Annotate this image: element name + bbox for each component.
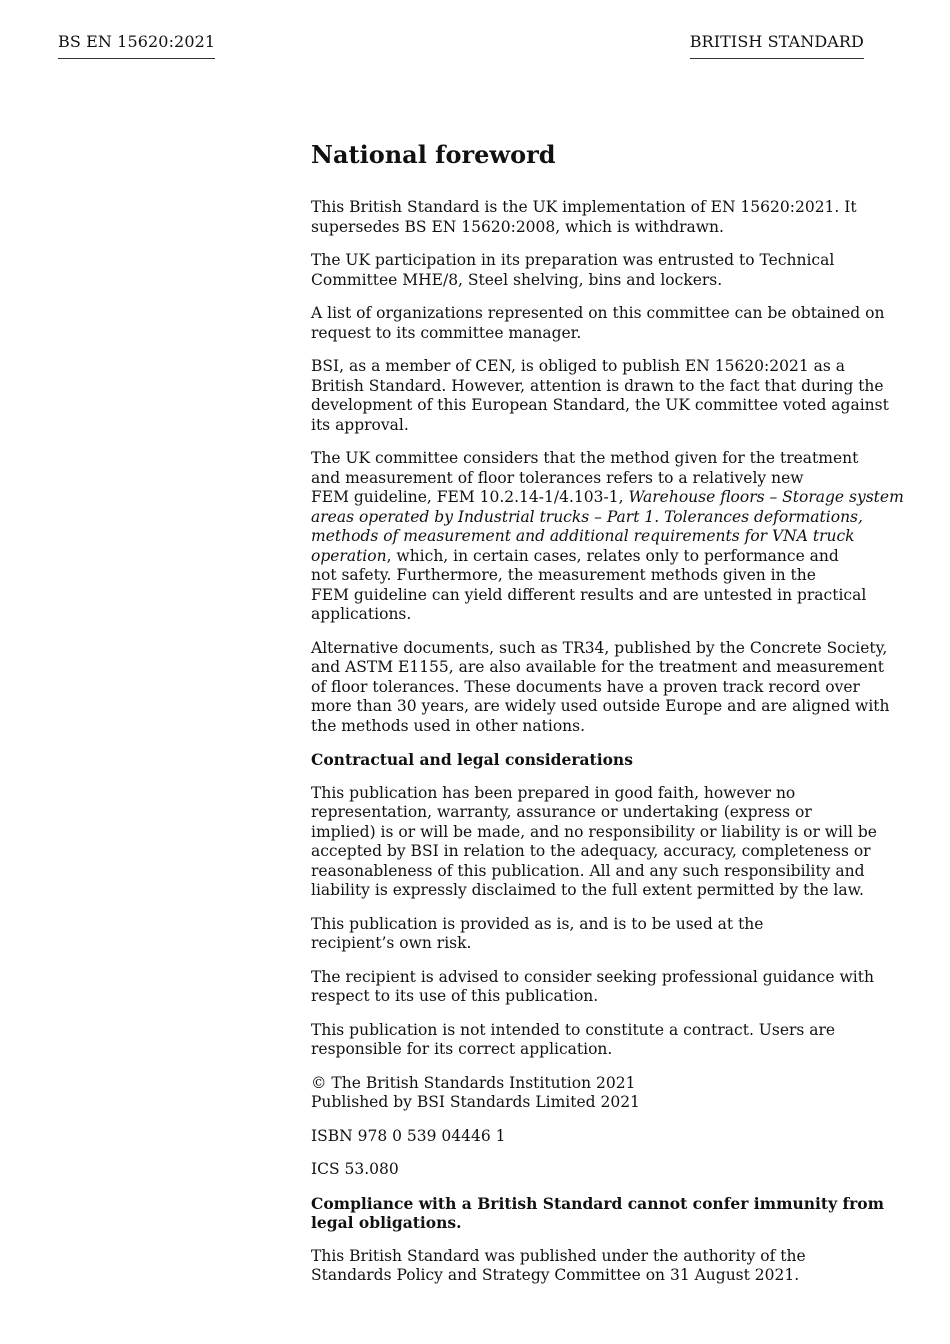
ics-code: ICS 53.080	[311, 1160, 399, 1178]
heading-contractual-legal: Contractual and legal considerations	[311, 750, 633, 769]
paragraph-participation: The UK participation in its preparation was entrusted to Technical Committee MHE/8, Steel shelving, bins and lockers.	[311, 251, 835, 289]
paragraph-professional-guidance: The recipient is advised to consider seeking professional guidance with respect to its use of this publication.	[311, 967, 874, 1005]
header-doc-id: BS EN 15620:2021	[58, 32, 215, 59]
paragraph-not-contract: This publication is not intended to constitute a contract. Users are responsible for its correct application.	[311, 1020, 836, 1058]
paragraph-good-faith: This publication has been prepared in good faith, however no representation, warranty, assurance or undertaking (express or implied) is or will be made, and no responsibility or liability is or will be accepted by BSI in relation to the adequacy, accuracy, completeness or reasonableness of this publication. All and any such responsibility and liability is expressly disclaimed to the full extent permitted by the law.	[311, 783, 877, 899]
header-doc-type: BRITISH STANDARD	[690, 32, 864, 59]
paragraph-committee-considerations: The UK committee considers that the method given for the treatment and measurement of floor tolerances refers to a relatively new FEM guideline, FEM 10.2.14-1/4.103-1, Warehouse floors – Storage system areas operated by Industrial trucks – Part 1. Tolerances deformations, methods of measurement and additional requirements for VNA truck operation, which, in certain cases, relates only to performance and not safety. Furthermore, the measurement methods given in the FEM guideline can yield different results and are untested in practical applications.	[311, 449, 904, 623]
paragraph-publication-authority: This British Standard was published under the authority of the Standards Policy and Strategy Committee on 31 August 2021.	[311, 1246, 806, 1284]
paragraph-organizations: A list of organizations represented on this committee can be obtained on request to its committee manager.	[311, 304, 885, 342]
paragraph-copyright: © The British Standards Institution 2021 Published by BSI Standards Limited 2021	[311, 1073, 640, 1111]
paragraph-implementation: This British Standard is the UK implementation of EN 15620:2021. It supersedes BS EN 15620:2008, which is withdrawn.	[311, 198, 857, 236]
foreword-content	[311, 140, 904, 1300]
paragraph-as-is: This publication is provided as is, and is to be used at the recipient’s own risk.	[311, 914, 764, 952]
page-title: National foreword	[311, 140, 556, 169]
paragraph-alternative-documents: Alternative documents, such as TR34, published by the Concrete Society, and ASTM E1155, are also available for the treatment and measurement of floor tolerances. These documents have a proven track record over more than 30 years, are widely used outside Europe and are aligned with the methods used in other nations.	[311, 638, 890, 735]
isbn: ISBN 978 0 539 04446 1	[311, 1126, 506, 1145]
paragraph-cen-obligation: BSI, as a member of CEN, is obliged to publish EN 15620:2021 as a British Standard. However, attention is drawn to the fact that during the development of this European Standard, the UK committee voted against its approval.	[311, 357, 889, 434]
compliance-statement: Compliance with a British Standard cannot confer immunity from legal obligations.	[311, 1193, 885, 1232]
